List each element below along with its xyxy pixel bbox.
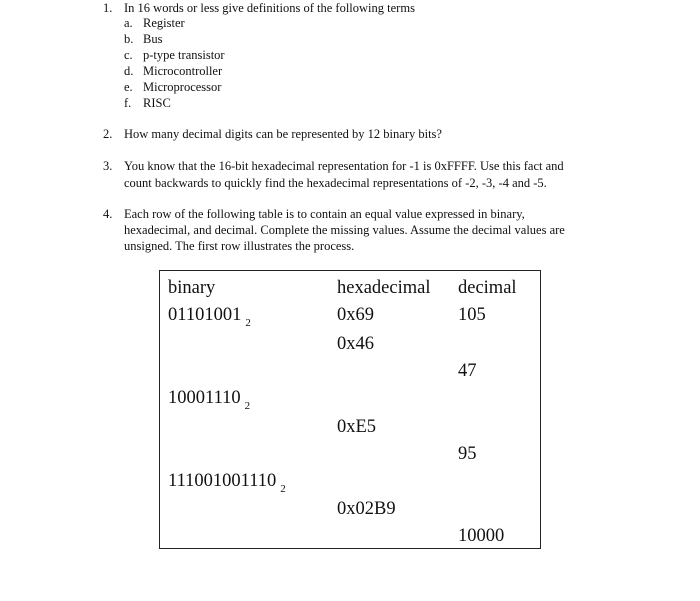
question-4-number: 4. [103,207,113,221]
table-cell-binary-row-4: 10001110 $_2$ [168,388,251,412]
question-4-line-1: Each row of the following table is to contain an equal value expressed in binary, [124,207,525,221]
question-4 [103,206,683,257]
table-cell-hex-row-5: 0xE5 [337,417,377,437]
table-cell-hex-row-8: 0x02B9 [337,499,396,519]
question-4-line-2: hexadecimal, and decimal. Complete the missing values. Assume the decimal values are [124,223,565,237]
table-cell-hex-row-2: 0x46 [337,334,374,354]
table-cell-decimal-row-9: 10000 [458,526,505,546]
question-1 [103,0,663,17]
question-3-line-1: You know that the 16-bit hexadecimal representation for -1 is 0xFFFF. Use this fact and [124,159,564,173]
table-cell-decimal-row-6: 95 [458,444,477,464]
header-decimal: decimal [458,278,517,298]
question-3 [103,158,683,192]
table-cell-hex-row-1: 0x69 [337,305,374,325]
question-2-number: 2. [103,127,113,141]
table-cell-decimal-row-1: 105 [458,305,486,325]
question-1-text: In 16 words or less give definitions of the following terms [124,1,415,15]
question-4-line-3: unsigned. The first row illustrates the process. [124,239,355,253]
table-cell-decimal-row-3: 47 [458,361,477,381]
table-cell-binary-row-1: 01101001 $_2$ [168,305,251,329]
question-1-number: 1. [103,1,113,15]
question-2 [103,126,663,143]
header-binary: binary [168,278,216,298]
question-2-text: How many decimal digits can be represented by 12 binary bits? [124,127,442,141]
header-hexadecimal: hexadecimal [337,278,431,298]
question-3-line-2: count backwards to quickly find the hexadecimal representations of -2, -3, -4 and -5. [124,176,547,190]
question-3-number: 3. [103,159,113,173]
conversion-table [159,270,541,549]
table-cell-binary-row-7: 111001001110 $_2$ [168,471,286,495]
